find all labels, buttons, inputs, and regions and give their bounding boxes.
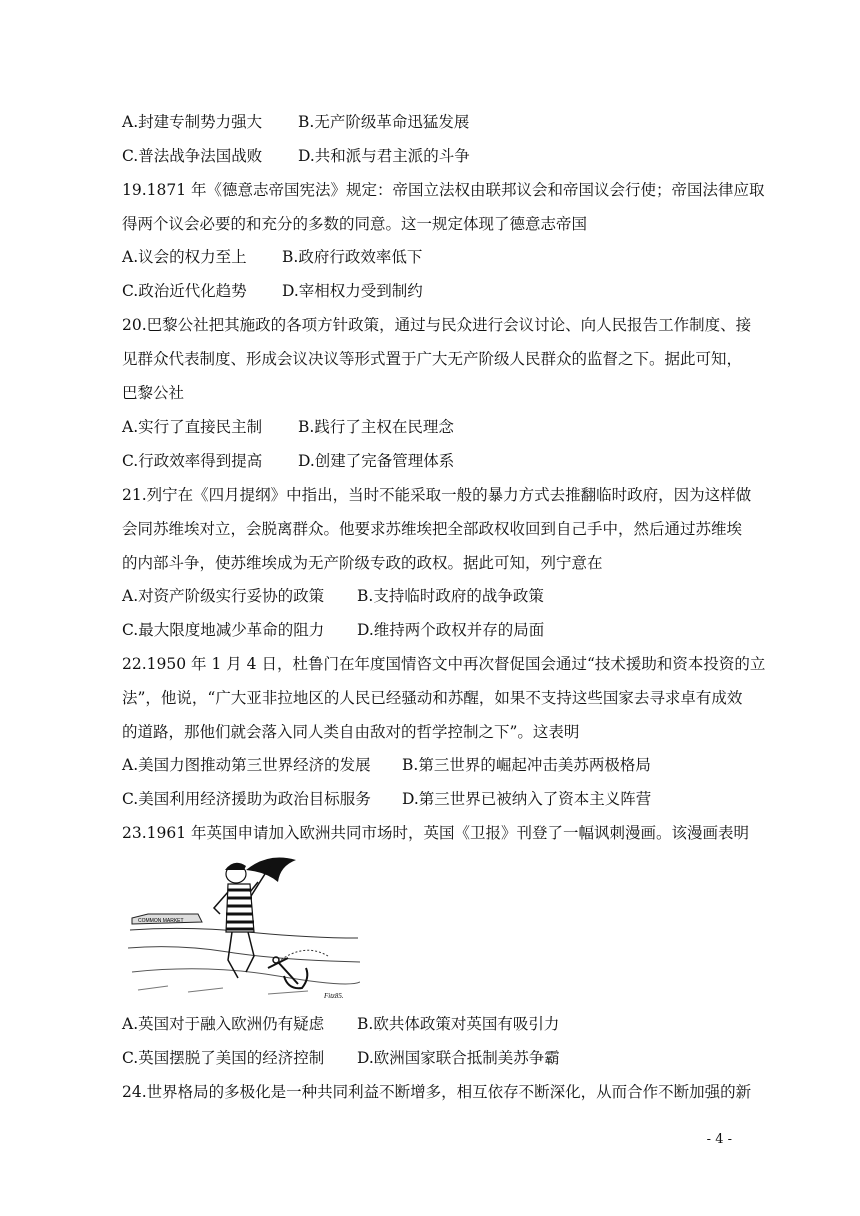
page-number: - 4 - xyxy=(706,1132,732,1147)
q22-option-c: C.美国利用经济援助为政治目标服务 xyxy=(122,790,371,808)
q19-option-d: D.宰相权力受到制约 xyxy=(282,282,423,300)
q21-option-b: B.支持临时政府的战争政策 xyxy=(357,587,544,605)
q21-stem-line-2: 会同苏维埃对立，会脱离群众。他要求苏维埃把全部政权收回到自己手中，然后通过苏维埃 xyxy=(122,520,743,538)
q23-stem-line-1: 23.1961 年英国申请加入欧洲共同市场时，英国《卫报》刊登了一幅讽刺漫画。该漫画表明 xyxy=(122,824,750,842)
q24-stem-line-1: 24.世界格局的多极化是一种共同利益不断增多，相互依存不断深化，从而合作不断加强的新 xyxy=(122,1083,752,1101)
q18-option-b: B.无产阶级革命迅猛发展 xyxy=(298,113,470,131)
satirical-cartoon xyxy=(128,852,360,1004)
q23-option-b: B.欧共体政策对英国有吸引力 xyxy=(357,1015,560,1033)
q20-options-ab xyxy=(122,417,454,437)
q22-option-b: B.第三世界的崛起冲击美苏两极格局 xyxy=(402,756,651,774)
q20-stem-line-2: 见群众代表制度、形成会议决议等形式置于广大无产阶级人民群众的监督之下。据此可知， xyxy=(122,350,743,368)
q20-stem-line-1: 20.巴黎公社把其施政的各项方针政策，通过与民众进行会议讨论、向人民报告工作制度、接 xyxy=(122,316,752,334)
q20-option-c: C.行政效率得到提高 xyxy=(122,452,263,470)
q21-option-d: D.维持两个政权并存的局面 xyxy=(357,621,545,639)
q22-stem-line-3: 的道路，那他们就会落入同人类自由敌对的哲学控制之下”。这表明 xyxy=(122,723,580,741)
q19-option-b: B.政府行政效率低下 xyxy=(282,248,423,266)
q21-options-ab xyxy=(122,586,544,606)
q20-options-cd xyxy=(122,451,454,471)
q23-option-a: A.英国对于融入欧洲仍有疑虑 xyxy=(122,1015,325,1033)
q22-stem-line-2: 法”，他说，“广大亚非拉地区的人民已经骚动和苏醒，如果不支持这些国家去寻求卓有成效 xyxy=(122,689,743,707)
q19-stem-line-1: 19.1871 年《德意志帝国宪法》规定：帝国立法权由联邦议会和帝国议会行使；帝国法律应取 xyxy=(122,181,765,199)
q23-option-c: C.英国摆脱了美国的经济控制 xyxy=(122,1049,325,1067)
q18-options-ab xyxy=(122,112,469,132)
q21-stem-line-3: 的内部斗争，使苏维埃成为无产阶级专政的政权。据此可知，列宁意在 xyxy=(122,554,603,572)
q20-stem-line-3: 巴黎公社 xyxy=(122,384,185,402)
q21-options-cd xyxy=(122,620,544,640)
q18-option-c: C.普法战争法国战败 xyxy=(122,147,263,165)
q22-option-d: D.第三世界已被纳入了资本主义阵营 xyxy=(402,790,652,808)
q18-options-cd xyxy=(122,146,470,166)
q23-option-d: D.欧洲国家联合抵制美苏争霸 xyxy=(357,1049,560,1067)
common-market-sign: COMMON MARKET xyxy=(138,918,184,924)
cartoon-signature: Fitz85. xyxy=(324,992,344,1000)
q19-options-cd xyxy=(122,281,423,301)
q22-stem-line-1: 22.1950 年 1 月 4 日，杜鲁门在年度国情咨文中再次督促国会通过“技术援助和资本投资的立 xyxy=(122,655,766,673)
q20-option-b: B.践行了主权在民理念 xyxy=(298,418,454,436)
q19-option-c: C.政治近代化趋势 xyxy=(122,282,247,300)
q18-option-d: D.共和派与君主派的斗争 xyxy=(298,147,470,165)
q19-option-a: A.议会的权力至上 xyxy=(122,248,247,266)
q23-options-ab xyxy=(122,1014,559,1034)
q20-option-a: A.实行了直接民主制 xyxy=(122,418,263,436)
q20-option-d: D.创建了完备管理体系 xyxy=(298,452,455,470)
q22-options-cd xyxy=(122,789,651,809)
q21-option-c: C.最大限度地减少革命的阻力 xyxy=(122,621,325,639)
q23-options-cd xyxy=(122,1048,560,1068)
q21-option-a: A.对资产阶级实行妥协的政策 xyxy=(122,587,325,605)
q19-options-ab xyxy=(122,247,422,267)
q22-option-a: A.美国力图推动第三世界经济的发展 xyxy=(122,756,371,774)
q19-stem-line-2: 得两个议会必要的和充分的多数的同意。这一规定体现了德意志帝国 xyxy=(122,215,588,233)
q18-option-a: A.封建专制势力强大 xyxy=(122,113,263,131)
q22-options-ab xyxy=(122,755,651,775)
q21-stem-line-1: 21.列宁在《四月提纲》中指出，当时不能采取一般的暴力方式去推翻临时政府，因为这样做 xyxy=(122,486,752,504)
